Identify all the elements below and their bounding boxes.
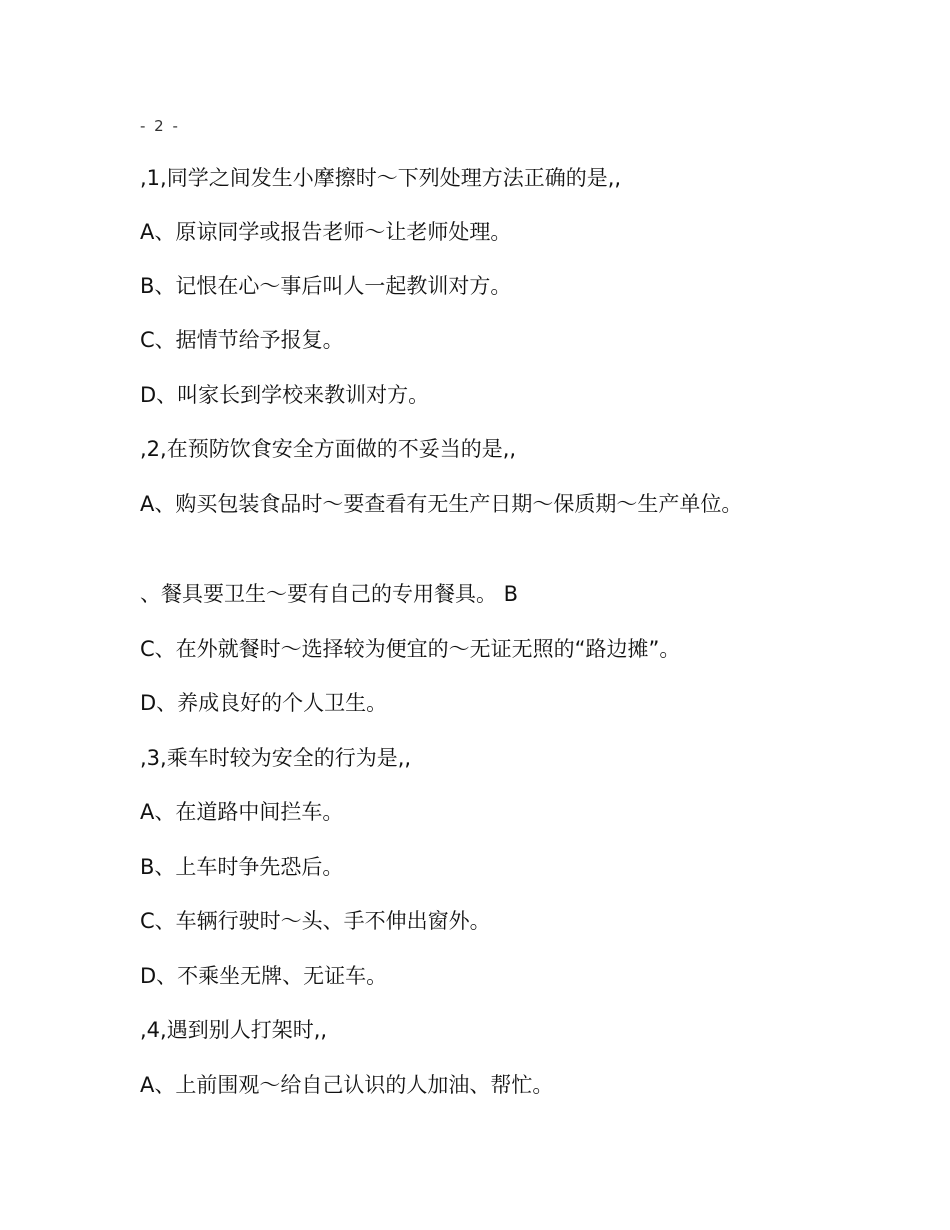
q2-option-a: A、购买包装食品时～要查看有无生产日期～保质期～生产单位。	[140, 492, 743, 516]
q2-option-c: C、在外就餐时～选择较为便宜的～无证无照的“路边摊”。	[140, 637, 681, 661]
q2-option-b: 、餐具要卫生～要有自己的专用餐具。 B	[140, 582, 519, 606]
q1-option-a: A、原谅同学或报告老师～让老师处理。	[140, 220, 512, 244]
q1-option-c: C、据情节给予报复。	[140, 328, 344, 352]
q2-option-d: D、养成良好的个人卫生。	[140, 691, 388, 715]
q3-option-b: B、上车时争先恐后。	[140, 855, 344, 879]
question-2: ,2,在预防饮食安全方面做的不妥当的是,,	[140, 437, 517, 461]
q4-option-a: A、上前围观～给自己认识的人加油、帮忙。	[140, 1073, 554, 1097]
question-3: ,3,乘车时较为安全的行为是,,	[140, 746, 412, 770]
q1-option-b: B、记恨在心～事后叫人一起教训对方。	[140, 274, 512, 298]
q1-option-d: D、叫家长到学校来教训对方。	[140, 383, 430, 407]
page-number: - 2 -	[140, 117, 180, 135]
question-1: ,1,同学之间发生小摩擦时～下列处理方法正确的是,,	[140, 166, 622, 190]
q3-option-a: A、在道路中间拦车。	[140, 800, 344, 824]
question-4: ,4,遇到别人打架时,,	[140, 1018, 328, 1042]
q3-option-d: D、不乘坐无牌、无证车。	[140, 964, 388, 988]
q3-option-c: C、车辆行驶时～头、手不伸出窗外。	[140, 909, 491, 933]
